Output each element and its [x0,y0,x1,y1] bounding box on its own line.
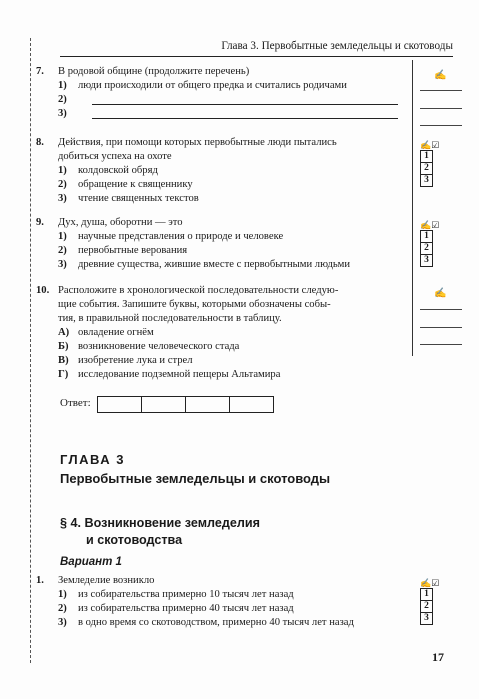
write-in-line[interactable] [92,104,398,105]
question-8 [36,136,408,206]
answer-column-divider [412,60,413,356]
option: Г) исследование подземной пещеры Альтамира [58,369,281,380]
answer-checkbox[interactable]: 1 [420,230,433,242]
pencil-icon: ✍ [434,70,447,81]
option: В) изобретение лука и стрел [58,355,193,366]
answer-cell[interactable] [97,396,142,413]
chapter-label: ГЛАВА 3 [60,452,126,467]
option: 1) научные представления о природе и человеке [58,231,284,242]
question-7 [36,65,408,121]
question-text: тия, в правильной последовательности в таблицу. [58,313,282,324]
question-text: Действия, при помощи которых первобытные люди пытались [58,137,337,148]
answer-line[interactable] [420,108,462,109]
question-text: Земледелие возникло [58,575,155,586]
question-10 [36,284,408,382]
question-text: Дух, душа, оборотни — это [58,217,183,228]
answer-checkbox[interactable]: 3 [420,612,433,625]
answer-checkbox[interactable]: 1 [420,588,433,600]
question-text: Расположите в хронологической последовательности следую- [58,285,339,296]
answer-checkbox[interactable]: 3 [420,254,433,267]
answer-checkbox-group [420,220,440,267]
answer-cell[interactable] [141,396,186,413]
answer-line[interactable] [420,327,462,328]
question-text: щие события. Запишите буквы, которыми обозначены собы- [58,299,331,310]
option-blank[interactable]: 3) [36,107,408,121]
answer-checkbox[interactable]: 2 [420,242,433,254]
question-9 [36,216,408,272]
option: 1) люди происходили от общего предка и считались родичами [58,80,347,91]
option: 3) древние существа, жившие вместе с первобытными людьми [58,259,351,270]
running-header [60,38,453,57]
answer-label: Ответ: [60,397,91,409]
option: А) овладение огнём [58,327,154,338]
option: 2) обращение к священнику [58,179,193,190]
pencil-check-icon: ✍☑ [420,578,440,588]
option: 2) первобытные верования [58,245,188,256]
option: 3) в одно время со скотоводством, примерно 40 тысяч лет назад [58,617,354,628]
answer-line[interactable] [420,309,462,310]
pencil-check-icon: ✍☑ [420,140,440,150]
header-title: Глава 3. Первобытные земледельцы и скотоводы [221,40,453,52]
option: 3) чтение священных текстов [58,193,199,204]
answer-table [98,396,274,413]
answer-line[interactable] [420,90,462,91]
pencil-check-icon: ✍☑ [420,220,440,230]
variant-title: Вариант 1 [60,556,122,568]
answer-line[interactable] [420,125,462,126]
option: Б) возникновение человеческого стада [58,341,240,352]
question-1 [36,574,408,630]
question-number: 1. [36,575,44,586]
write-in-line[interactable] [92,118,398,119]
question-number: 10. [36,285,50,296]
option: 2) из собирательства примерно 40 тысяч лет назад [58,603,294,614]
answer-checkbox-group [420,140,440,187]
question-number: 7. [36,66,44,77]
section-title: § 4. Возникновение земледелия и скотоводства [60,516,260,547]
option-blank[interactable]: 2) [36,93,408,107]
answer-checkbox[interactable]: 2 [420,600,433,612]
left-margin-line [30,38,31,663]
answer-cell[interactable] [185,396,230,413]
pencil-icon: ✍ [434,288,447,299]
page-number: 17 [432,650,444,664]
question-text: В родовой общине (продолжите перечень) [58,66,250,77]
chapter-title: Первобытные земледельцы и скотоводы [60,471,331,486]
option: 1) колдовской обряд [58,165,158,176]
question-number: 8. [36,137,44,148]
answer-checkbox[interactable]: 3 [420,174,433,187]
question-number: 9. [36,217,44,228]
answer-checkbox[interactable]: 1 [420,150,433,162]
answer-cell[interactable] [229,396,274,413]
question-text: добиться успеха на охоте [58,151,172,162]
answer-line[interactable] [420,344,462,345]
answer-checkbox-group [420,578,440,625]
option: 1) из собирательства примерно 10 тысяч лет назад [58,589,294,600]
answer-checkbox[interactable]: 2 [420,162,433,174]
